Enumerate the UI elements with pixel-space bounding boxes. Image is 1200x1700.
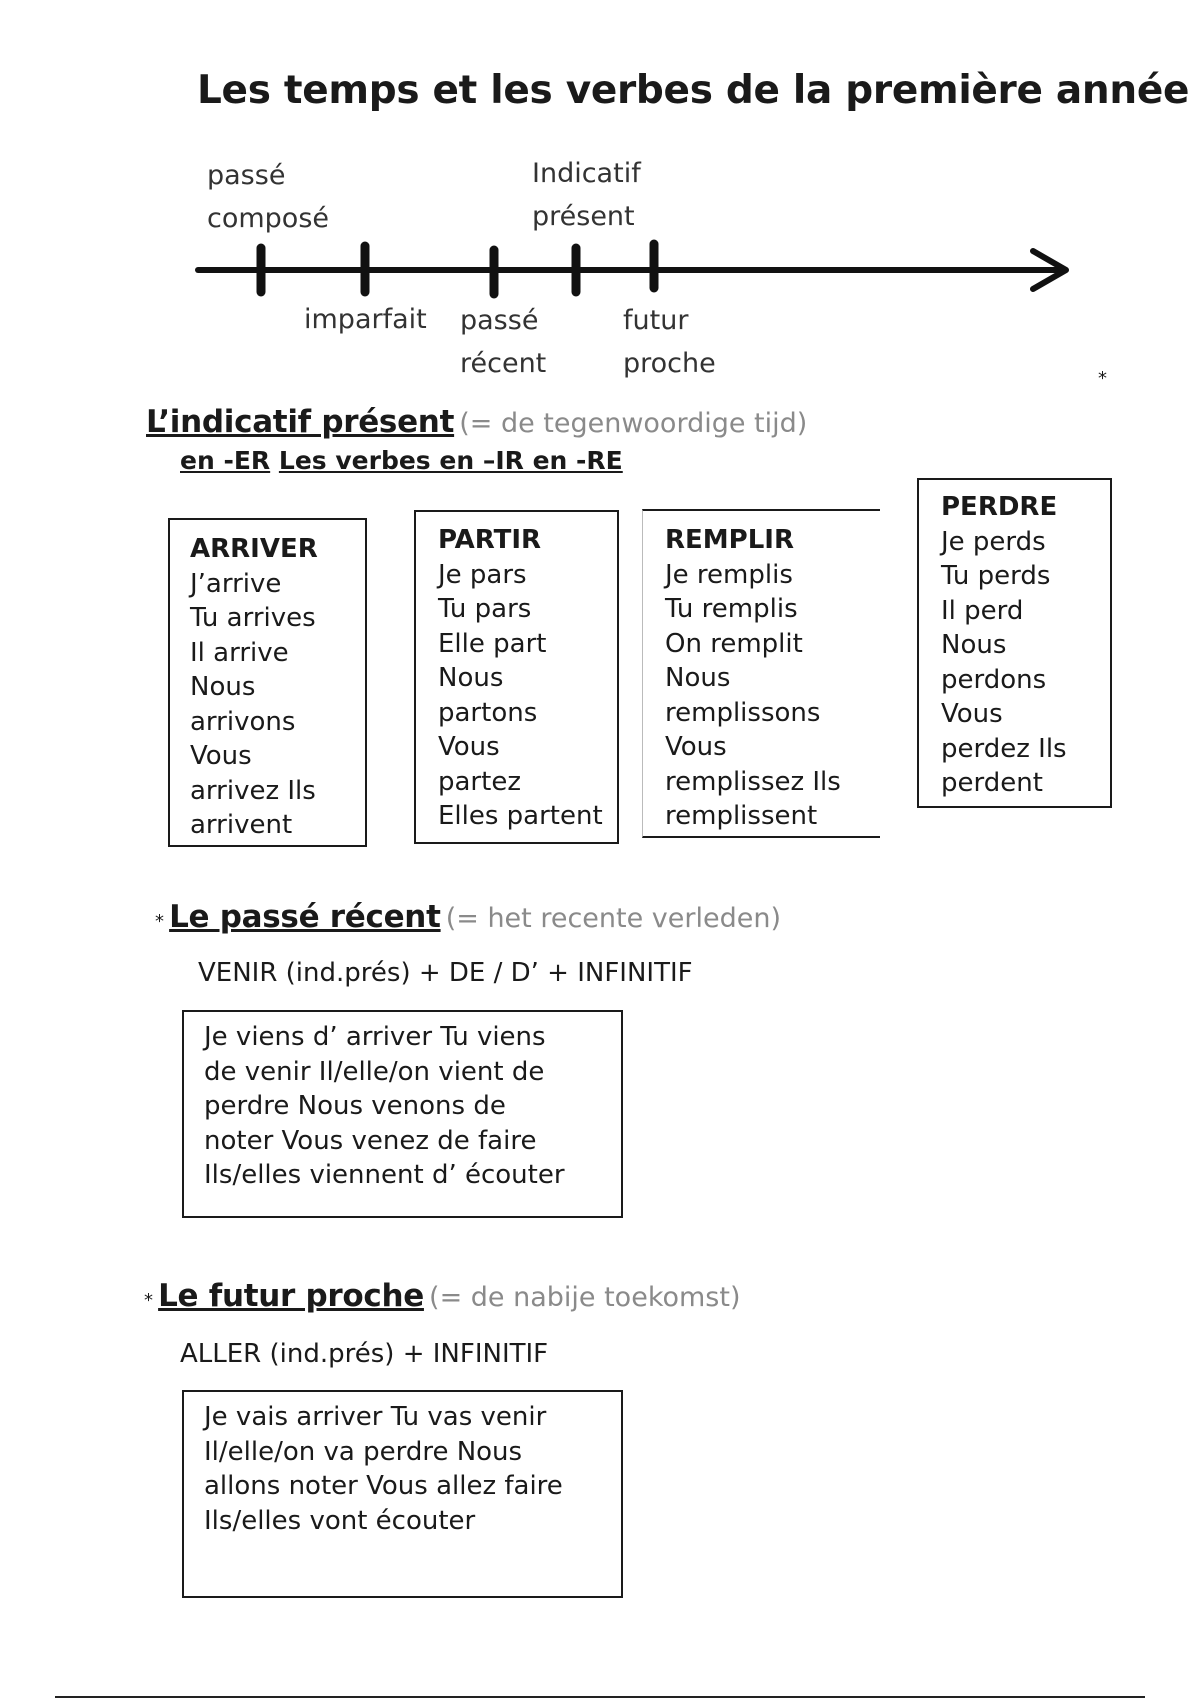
example-line: Ils/elles viennent d’ écouter (204, 1160, 565, 1190)
futur-proche-header (144, 1278, 741, 1314)
timeline-label-line: récent (460, 348, 547, 379)
conjugation-line: On remplit (665, 628, 803, 659)
conjugation-line: Je remplis (665, 559, 793, 590)
futur-proche-star: * (144, 1290, 153, 1311)
conjugation-line: remplissons (665, 697, 821, 728)
conjugation-line: Elle part (438, 628, 547, 659)
timeline (0, 0, 1200, 400)
indicatif-subheading (180, 446, 623, 475)
verb-name: PERDRE (941, 492, 1058, 522)
conjugation-line: Je pars (438, 559, 527, 590)
verb-box-partir (414, 510, 619, 844)
conjugation-line: Il arrive (190, 637, 289, 668)
indicatif-header (146, 404, 807, 440)
timeline-label-line: présent (532, 201, 635, 232)
conjugation-line: Nous (941, 630, 1007, 660)
timeline-label-passe-recent (460, 299, 546, 385)
timeline-label-line: passé (460, 305, 539, 336)
conjugation-line: Je perds (941, 526, 1046, 557)
timeline-label-line: passé (207, 160, 286, 191)
timeline-label-line: imparfait (304, 304, 427, 335)
timeline-marker: * (1098, 368, 1107, 389)
example-line: Ils/elles vont écouter (204, 1505, 476, 1536)
futur-proche-formula: ALLER (ind.prés) + INFINITIF (180, 1339, 549, 1369)
timeline-label-indicatif-present (532, 152, 641, 238)
passe-recent-formula: VENIR (ind.prés) + DE / D’ + INFINITIF (198, 958, 693, 988)
verb-name: ARRIVER (190, 534, 318, 564)
example-line: allons noter Vous allez faire (204, 1471, 563, 1501)
example-line: noter Vous venez de faire (204, 1125, 537, 1156)
passe-recent-star: * (155, 911, 164, 932)
verb-name: PARTIR (438, 525, 542, 555)
timeline-label-line: Indicatif (532, 158, 641, 189)
example-line: Je vais arriver Tu vas venir (204, 1402, 547, 1432)
conjugation-line: Vous (941, 699, 1003, 729)
conjugation-line: Il perd (941, 595, 1024, 626)
timeline-label-imparfait (304, 298, 427, 341)
futur-proche-heading: Le futur proche (158, 1278, 424, 1314)
conjugation-line: arrivent (190, 810, 293, 840)
conjugation-line: Tu pars (438, 594, 532, 624)
timeline-label-line: composé (207, 203, 330, 234)
example-line: perdre Nous venons de (204, 1091, 506, 1121)
conjugation-line: Elles partent (438, 801, 603, 831)
verb-box-arriver (168, 518, 367, 847)
timeline-label-passe-compose (207, 154, 329, 240)
timeline-label-futur-proche (623, 299, 716, 385)
passe-recent-example-box (182, 1010, 623, 1218)
futur-proche-example-box (182, 1390, 623, 1598)
indicatif-heading: L’indicatif présent (146, 404, 455, 440)
subheading-ir-re: Les verbes en –IR en -RE (278, 446, 623, 475)
conjugation-line: perdez Ils (941, 733, 1067, 764)
verb-name: REMPLIR (665, 525, 794, 555)
indicatif-gloss: (= de tegenwoordige tijd) (459, 408, 808, 439)
passe-recent-heading: Le passé récent (169, 899, 441, 935)
conjugation-line: arrivez Ils (190, 775, 316, 806)
conjugation-line: J’arrive (190, 568, 282, 599)
subheading-er: en -ER (180, 446, 271, 475)
timeline-label-line: futur (623, 305, 689, 336)
conjugation-line: remplissent (665, 801, 818, 831)
passe-recent-gloss: (= het recente verleden) (445, 903, 782, 934)
conjugation-line: arrivons (190, 706, 296, 737)
passe-recent-header (155, 899, 781, 935)
timeline-label-line: proche (623, 348, 716, 379)
conjugation-line: Vous (665, 732, 727, 762)
conjugation-line: Tu arrives (190, 603, 316, 633)
example-line: Je viens d’ arriver Tu viens (204, 1022, 546, 1052)
conjugation-line: Nous (438, 663, 504, 693)
conjugation-line: partons (438, 697, 538, 728)
conjugation-line: Nous (190, 672, 256, 702)
conjugation-line: remplissez Ils (665, 766, 841, 797)
timeline-arrow (0, 230, 1200, 300)
conjugation-line: Tu perds (941, 561, 1051, 591)
conjugation-line: Nous (665, 663, 731, 693)
conjugation-line: Vous (438, 732, 500, 762)
futur-proche-gloss: (= de nabije toekomst) (429, 1282, 741, 1313)
verb-box-perdre (917, 478, 1112, 808)
conjugation-line: Vous (190, 741, 252, 771)
conjugation-line: perdent (941, 768, 1043, 798)
conjugation-line: perdons (941, 664, 1047, 695)
example-line: de venir Il/elle/on vient de (204, 1056, 545, 1087)
conjugation-line: partez (438, 766, 521, 797)
example-line: Il/elle/on va perdre Nous (204, 1436, 523, 1467)
conjugation-line: Tu remplis (665, 594, 798, 624)
verb-box-remplir (642, 509, 880, 838)
footer-divider (55, 1696, 1145, 1698)
page-title: Les temps et les verbes de la première année (197, 68, 1190, 113)
